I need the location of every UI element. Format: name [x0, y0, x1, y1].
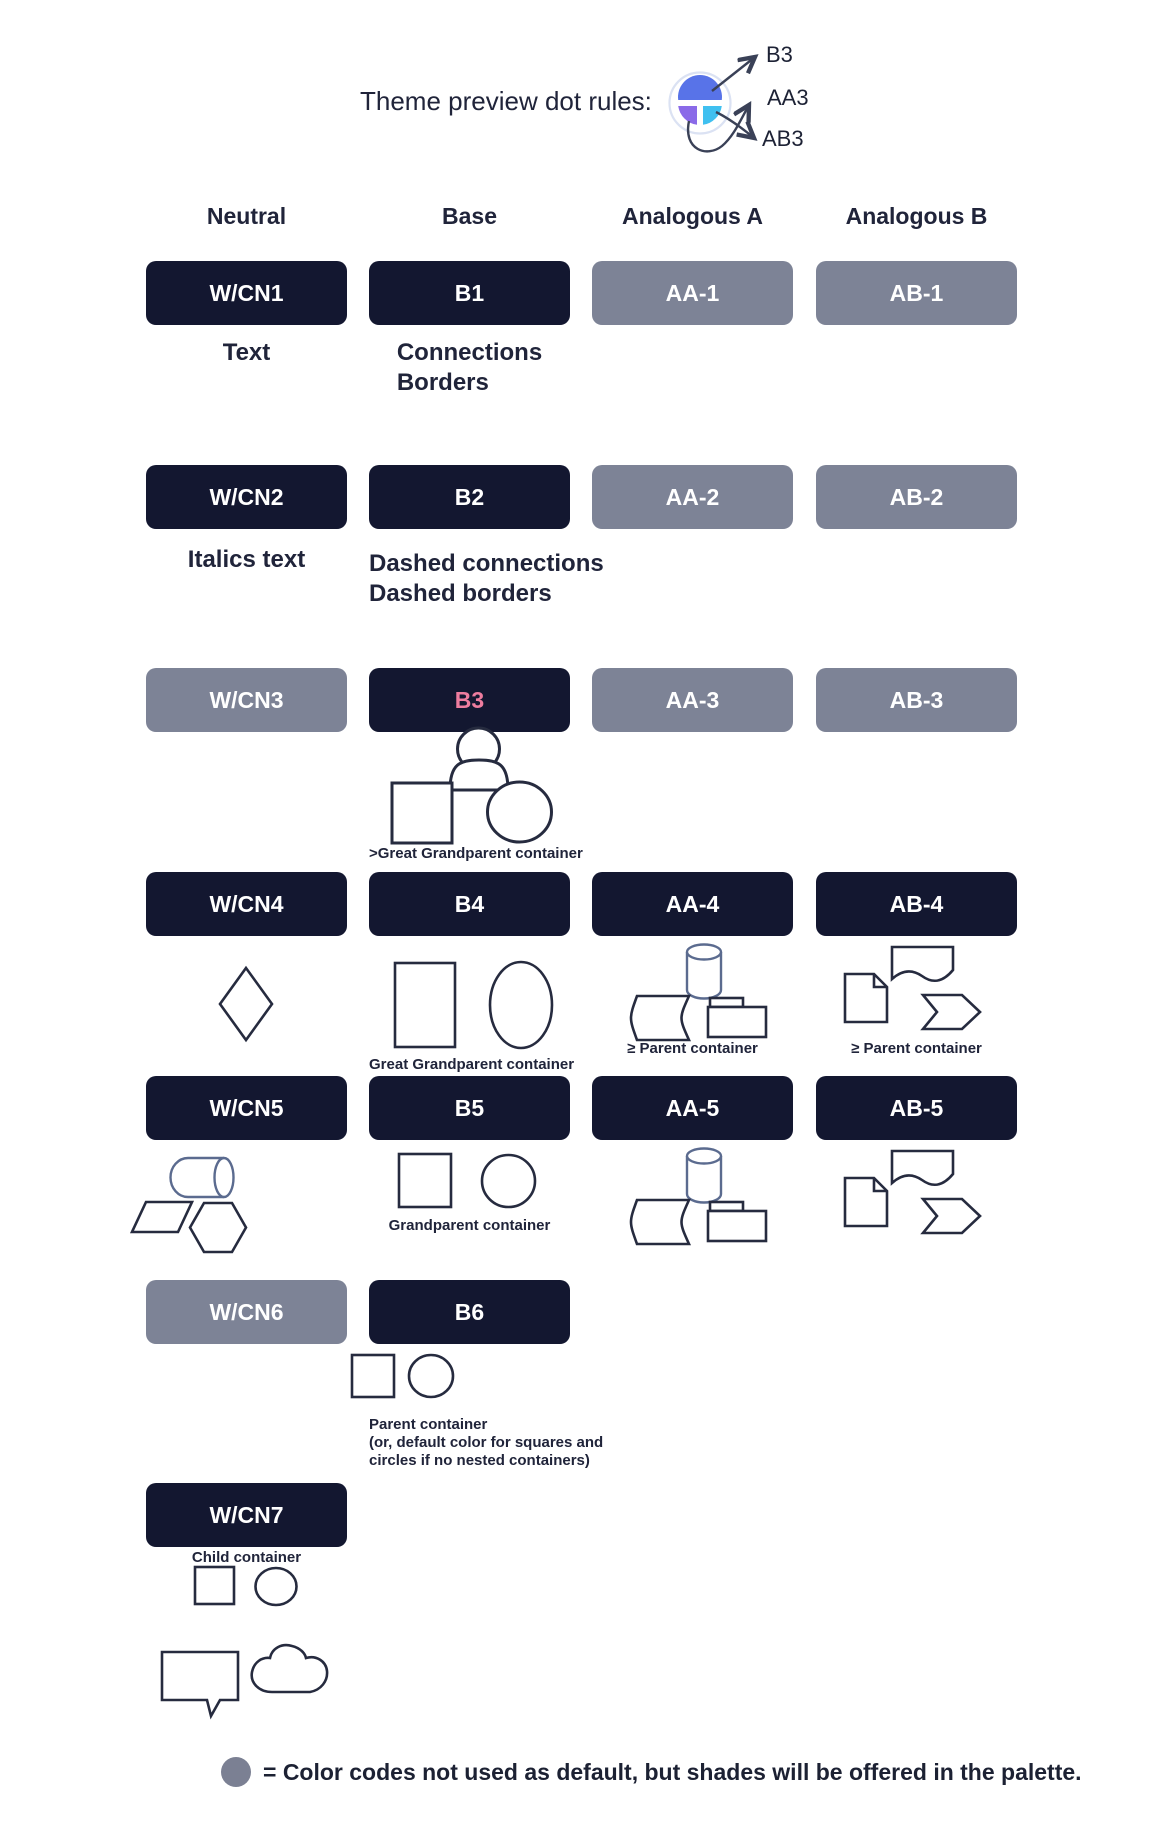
- b6-caption: [369, 1416, 649, 1470]
- b4-caption: [369, 1056, 575, 1074]
- b6-caption-line: (or, default color for squares and: [369, 1434, 604, 1451]
- swatch-b1: B1: [369, 261, 570, 325]
- dot-label-ab3: AB3: [762, 126, 804, 151]
- person-icon: [458, 728, 500, 770]
- ab4-caption: [816, 1040, 1017, 1058]
- figure-b3-group: [392, 728, 552, 843]
- diamond-shape: [220, 968, 272, 1040]
- b4-caption-line: Great Grandparent container: [369, 1056, 575, 1073]
- swatch-aa-4: AA-4: [592, 872, 793, 936]
- swatch-aa-3: AA-3: [592, 668, 793, 732]
- arrow-to-aa3: [688, 105, 749, 151]
- square-shape: [392, 783, 452, 843]
- swatch-ab-4: AB-4: [816, 872, 1017, 936]
- circle-shape: [256, 1568, 297, 1605]
- square-shape: [352, 1355, 394, 1397]
- horizontal-cylinder-shape: [171, 1158, 234, 1197]
- dot-label-b3: B3: [766, 42, 793, 67]
- wavy-rectangle-shape: [892, 1151, 953, 1185]
- theme-dot-icon: [670, 73, 731, 134]
- arrow-to-b3: [712, 57, 755, 91]
- dashed-caption-line: Dashed borders: [369, 580, 552, 607]
- cylinder-shape: [687, 1149, 721, 1203]
- rectangle-shape: [395, 963, 455, 1047]
- swatch-w-cn4: W/CN4: [146, 872, 347, 936]
- circle-shape: [409, 1355, 453, 1397]
- swatch-w-cn3: W/CN3: [146, 668, 347, 732]
- swatch-b2: B2: [369, 465, 570, 529]
- swatch-b3: B3: [369, 668, 570, 732]
- connections-caption-line: Connections: [396, 339, 543, 366]
- connections-caption-line: Borders: [396, 369, 489, 396]
- italics-caption: [146, 545, 347, 575]
- swatch-b6: B6: [369, 1280, 570, 1344]
- column-header-analogous-a: Analogous A: [622, 203, 763, 229]
- square-shape: [399, 1154, 451, 1207]
- dot-label-aa3: AA3: [767, 85, 809, 110]
- circle-shape: [482, 1155, 535, 1207]
- swatch-w-cn2: W/CN2: [146, 465, 347, 529]
- swatch-ab-5: AB-5: [816, 1076, 1017, 1140]
- b5-caption: [369, 1217, 570, 1235]
- document-shape: [845, 1178, 887, 1226]
- parallelogram-shape: [132, 1202, 192, 1232]
- figure-wcn7-group: [162, 1567, 327, 1716]
- swatch-w-cn6: W/CN6: [146, 1280, 347, 1344]
- curved-panel-shape: [631, 1200, 689, 1244]
- swatch-aa-5: AA-5: [592, 1076, 793, 1140]
- chevron-shape: [923, 1199, 980, 1233]
- figure-aa4-group: [631, 945, 766, 1041]
- swatch-ab-2: AB-2: [816, 465, 1017, 529]
- square-shape: [195, 1567, 234, 1604]
- text-caption: [146, 338, 347, 368]
- b5-caption-line: Grandparent container: [388, 1217, 551, 1234]
- aa4-caption-line: ≥ Parent container: [627, 1040, 758, 1057]
- hexagon-shape: [190, 1203, 246, 1252]
- dashed-caption: [369, 549, 604, 609]
- dot-segment-analogous-a: [678, 106, 697, 125]
- column-header-base: Base: [442, 203, 497, 229]
- figure-ab5-group: [845, 1151, 980, 1233]
- text-caption-line: Text: [222, 339, 271, 366]
- b3-caption-line: >Great Grandparent container: [369, 845, 583, 862]
- connections-caption: [369, 338, 570, 398]
- swatch-aa-1: AA-1: [592, 261, 793, 325]
- dot-segment-analogous-b: [703, 106, 722, 125]
- swatch-b5: B5: [369, 1076, 570, 1140]
- swatch-b4: B4: [369, 872, 570, 936]
- cn7-caption-line: Child container: [191, 1549, 302, 1566]
- swatch-w-cn7: W/CN7: [146, 1483, 347, 1547]
- aa4-caption: [592, 1040, 793, 1058]
- column-header-neutral: Neutral: [206, 203, 287, 229]
- wavy-rectangle-shape: [892, 947, 953, 981]
- folder-shape: [708, 998, 766, 1037]
- circle-shape: [488, 782, 552, 842]
- column-header-analogous-b: Analogous B: [845, 203, 988, 229]
- swatch-w-cn1: W/CN1: [146, 261, 347, 325]
- person-shoulders: [450, 760, 508, 790]
- figure-ab4-group: [845, 947, 980, 1029]
- curved-panel-shape: [631, 996, 689, 1040]
- figure-b6-group: [352, 1355, 453, 1397]
- figure-b5-group: [399, 1154, 535, 1207]
- figure-b4-group: [395, 962, 552, 1048]
- cn7-caption: [146, 1549, 347, 1567]
- swatch-aa-2: AA-2: [592, 465, 793, 529]
- swatch-ab-3: AB-3: [816, 668, 1017, 732]
- legend-dot-icon: [221, 1757, 251, 1787]
- swatch-w-cn5: W/CN5: [146, 1076, 347, 1140]
- cloud-shape: [252, 1645, 327, 1692]
- b3-caption: [369, 845, 583, 863]
- folder-shape: [708, 1202, 766, 1241]
- b6-caption-line: Parent container: [369, 1416, 488, 1433]
- legend-text: = Color codes not used as default, but shades will be offered in the palette.: [263, 1759, 1082, 1785]
- ab4-caption-line: ≥ Parent container: [851, 1040, 982, 1057]
- dot-arrows: [688, 57, 755, 151]
- dot-segment-base: [678, 75, 722, 100]
- italics-caption-line: Italics text: [187, 546, 306, 573]
- figure-aa5-group: [631, 1149, 766, 1245]
- cylinder-shape: [687, 945, 721, 999]
- dashed-caption-line: Dashed connections: [369, 550, 604, 577]
- document-shape: [845, 974, 887, 1022]
- speech-bubble-shape: [162, 1652, 238, 1716]
- page-title: Theme preview dot rules:: [360, 86, 652, 116]
- swatch-ab-1: AB-1: [816, 261, 1017, 325]
- ellipse-shape: [490, 962, 552, 1048]
- figure-wcn5-group: [132, 1158, 246, 1252]
- arrow-to-ab3: [716, 112, 754, 138]
- b6-caption-line: circles if no nested containers): [369, 1452, 590, 1469]
- chevron-shape: [923, 995, 980, 1029]
- figure-wcn4-diamond: [220, 968, 272, 1040]
